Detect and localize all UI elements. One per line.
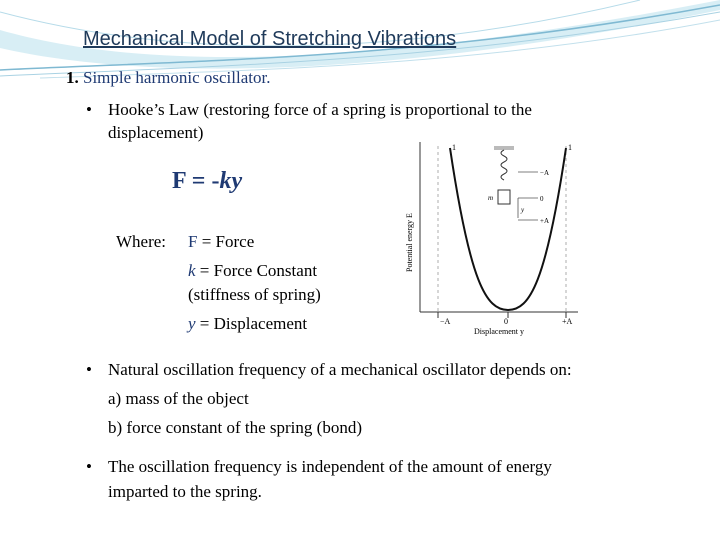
formula-left: F = - bbox=[172, 168, 220, 194]
figure-y-label: Potential energy E bbox=[405, 213, 414, 272]
bullet-natural-frequency: Natural oscillation frequency of a mechanical oscillator depends on: bbox=[108, 360, 572, 379]
mass-block bbox=[498, 190, 510, 204]
section-number: 1. bbox=[66, 68, 79, 87]
hookes-law-formula bbox=[172, 168, 242, 195]
bullet-hookes-law-line2: displacement) bbox=[108, 123, 204, 142]
bullet-hookes-law-line1: Hooke’s Law (restoring force of a spring is proportional to the bbox=[108, 100, 532, 119]
spring-label: −A bbox=[540, 169, 550, 177]
bullet-dot: • bbox=[86, 360, 92, 379]
figure-x-tick: 0 bbox=[504, 317, 508, 326]
bullet-independence-line1: The oscillation frequency is independent of the amount of energy bbox=[108, 457, 552, 476]
figure-top-mark: 1 bbox=[452, 143, 456, 152]
list-item-mass: a) mass of the object bbox=[108, 389, 249, 408]
where-label: Where: bbox=[116, 232, 167, 251]
definition-symbol: y bbox=[188, 314, 196, 333]
section-text: Simple harmonic oscillator. bbox=[83, 68, 271, 87]
definition-force-constant bbox=[188, 261, 317, 281]
section-heading bbox=[66, 68, 270, 88]
definition-text: = Force bbox=[197, 232, 255, 251]
figure-top-mark: 1 bbox=[568, 143, 572, 152]
spring-label: y bbox=[521, 206, 525, 214]
definition-text: = Force Constant bbox=[195, 261, 318, 280]
formula-right: ky bbox=[219, 168, 243, 194]
figure-x-label: Displacement y bbox=[474, 327, 524, 336]
figure-x-tick: −A bbox=[440, 317, 451, 326]
spring-label: 0 bbox=[540, 195, 544, 203]
spring-icon bbox=[501, 150, 507, 180]
potential-energy-figure bbox=[398, 132, 588, 337]
definition-stiffness-note: (stiffness of spring) bbox=[188, 285, 321, 304]
definition-symbol: k bbox=[188, 261, 196, 280]
spring-label: m bbox=[488, 194, 494, 202]
definition-displacement bbox=[188, 314, 307, 334]
bullet-dot: • bbox=[86, 100, 92, 119]
definition-symbol: F bbox=[188, 232, 198, 251]
definition-text: = Displacement bbox=[195, 314, 308, 333]
bullet-independence-line2: imparted to the spring. bbox=[108, 482, 262, 501]
definition-force bbox=[188, 232, 254, 252]
slide-title: Mechanical Model of Stretching Vibrations bbox=[83, 28, 457, 50]
list-item-force-constant: b) force constant of the spring (bond) bbox=[108, 418, 362, 437]
spring-mount bbox=[494, 146, 514, 150]
spring-label: +A bbox=[540, 217, 550, 225]
figure-x-tick: +A bbox=[562, 317, 573, 326]
bullet-dot: • bbox=[86, 457, 92, 476]
